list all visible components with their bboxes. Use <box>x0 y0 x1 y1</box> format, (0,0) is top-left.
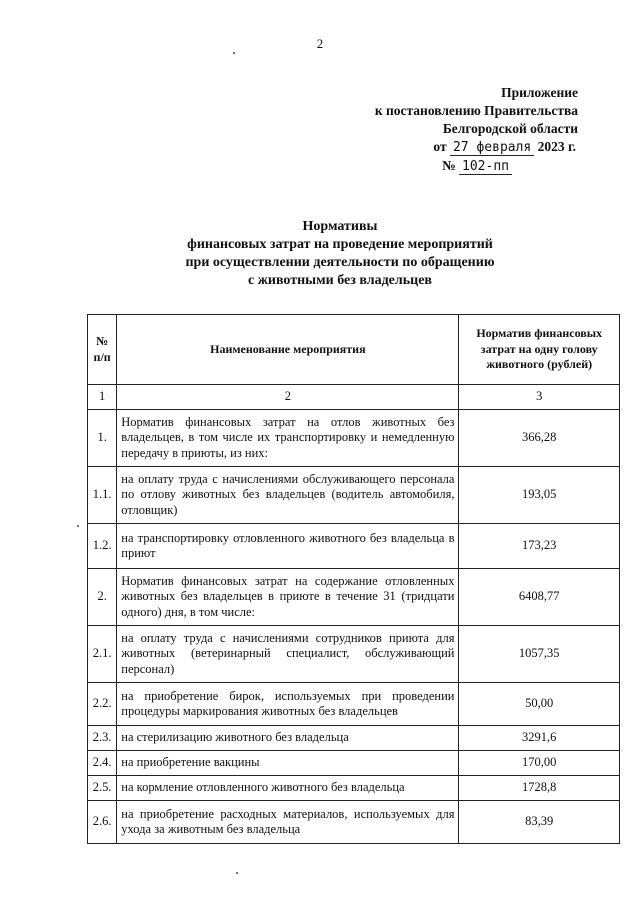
date-year: 2023 г. <box>537 139 576 154</box>
index-cell: 3 <box>459 385 620 410</box>
column-index-row <box>88 385 620 410</box>
index-cell: 2 <box>117 385 459 410</box>
title-line-4: с животными без владельцев <box>248 273 432 288</box>
row-name: на транспортировку отловленного животного без владельца в приют <box>117 524 459 569</box>
row-value: 3291,6 <box>459 726 620 751</box>
title-line-1: Нормативы <box>302 219 378 234</box>
row-name: на оплату труда с начислениями обслуживающего персонала по отлову животных без владельцев (водитель автомобиля, отловщик) <box>117 467 459 524</box>
row-num: 1.2. <box>88 524 117 569</box>
scan-speck <box>233 52 235 54</box>
norms-table <box>87 314 620 844</box>
row-num: 2.5. <box>88 776 117 801</box>
table-row <box>88 801 620 844</box>
row-value: 1057,35 <box>459 626 620 683</box>
row-value: 83,39 <box>459 801 620 844</box>
row-num: 2.1. <box>88 626 117 683</box>
title-line-3: при осуществлении деятельности по обращению <box>185 255 495 270</box>
scan-speck <box>236 872 238 874</box>
table-row <box>88 726 620 751</box>
appendix-region: Белгородской области <box>442 121 578 136</box>
document-title <box>0 218 640 290</box>
row-value: 170,00 <box>459 751 620 776</box>
row-name: на оплату труда с начислениями сотрудников приюта для животных (ветеринарный специалист, обслуживающий персонал) <box>117 626 459 683</box>
date-prefix: от <box>433 139 447 154</box>
number-prefix: № <box>442 158 456 173</box>
row-num: 1. <box>88 410 117 467</box>
header-value: Норматив финансовых затрат на одну голову животного (рублей) <box>459 315 620 385</box>
table-row <box>88 410 620 467</box>
table-row <box>88 683 620 726</box>
appendix-resolution: к постановлению Правительства <box>374 103 578 118</box>
row-name: на приобретение вакцины <box>117 751 459 776</box>
header-name: Наименование мероприятия <box>117 315 459 385</box>
header-num: № п/п <box>88 315 117 385</box>
table-row <box>88 751 620 776</box>
index-cell: 1 <box>88 385 117 410</box>
row-name: на приобретение бирок, используемых при проведении процедуры маркирования животных без владельцев <box>117 683 459 726</box>
table-row <box>88 467 620 524</box>
scan-speck <box>77 525 79 527</box>
row-value: 6408,77 <box>459 569 620 626</box>
table-row <box>88 776 620 801</box>
table-row <box>88 569 620 626</box>
page-number: 2 <box>316 36 324 51</box>
row-num: 2.3. <box>88 726 117 751</box>
appendix-title: Приложение <box>501 85 578 100</box>
appendix-header <box>338 84 578 176</box>
row-value: 1728,8 <box>459 776 620 801</box>
table-row <box>88 626 620 683</box>
row-name: Норматив финансовых затрат на отлов животных без владельцев, в том числе их транспортировку и немедленную передачу в приюты, из них: <box>117 410 459 467</box>
row-name: Норматив финансовых затрат на содержание отловленных животных без владельцев в приюте в течение 31 (тридцати одного) дня, в том числе: <box>117 569 459 626</box>
appendix-date <box>338 138 578 157</box>
row-value: 193,05 <box>459 467 620 524</box>
row-num: 2. <box>88 569 117 626</box>
row-value: 50,00 <box>459 683 620 726</box>
appendix-number <box>338 157 578 176</box>
row-value: 173,23 <box>459 524 620 569</box>
table-header-row <box>88 315 620 385</box>
table-row <box>88 524 620 569</box>
row-value: 366,28 <box>459 410 620 467</box>
row-num: 1.1. <box>88 467 117 524</box>
title-line-2: финансовых затрат на проведение мероприятий <box>187 237 493 252</box>
row-num: 2.2. <box>88 683 117 726</box>
row-name: на кормление отловленного животного без владельца <box>117 776 459 801</box>
handwritten-number: 102-пп <box>459 159 512 175</box>
row-name: на стерилизацию животного без владельца <box>117 726 459 751</box>
row-num: 2.4. <box>88 751 117 776</box>
row-name: на приобретение расходных материалов, используемых для ухода за животным без владельца <box>117 801 459 844</box>
row-num: 2.6. <box>88 801 117 844</box>
handwritten-date: 27 февраля <box>450 140 534 156</box>
